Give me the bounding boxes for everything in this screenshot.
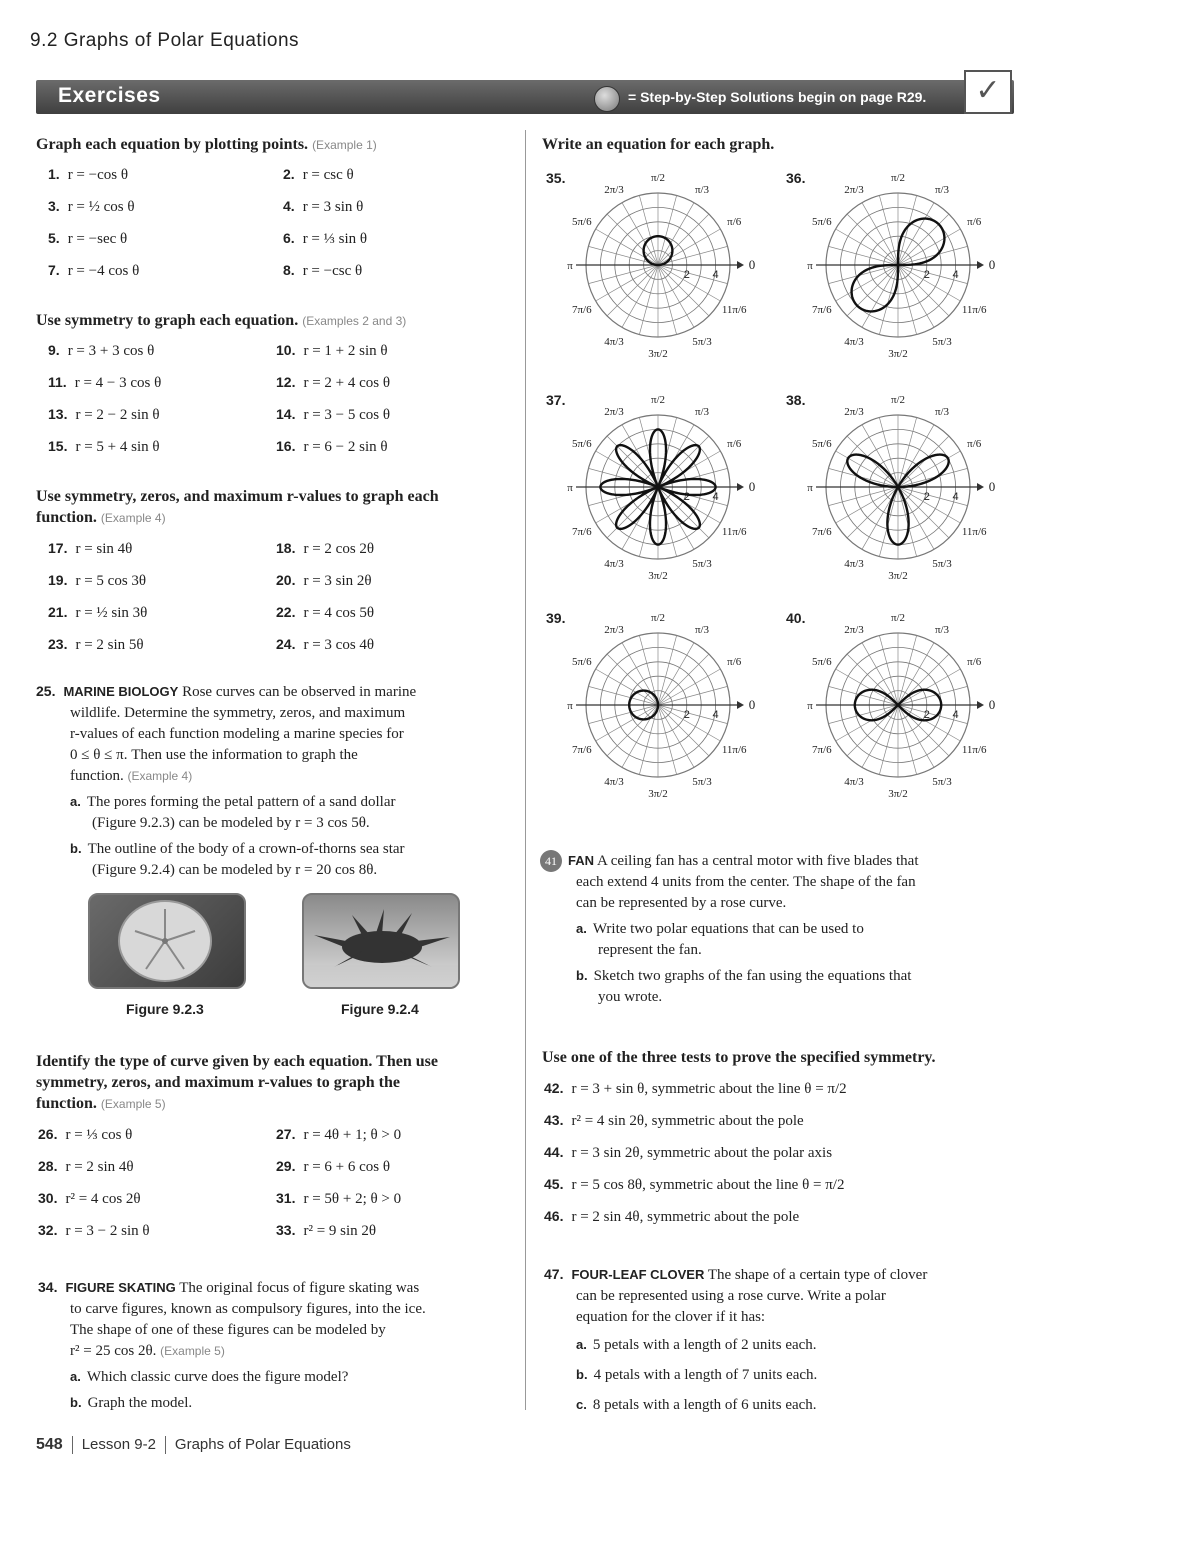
angle-label: 5π/6 <box>571 438 592 450</box>
angle-label: 5π/3 <box>692 336 712 349</box>
problem-34: 34. FIGURE SKATING The original focus of figure skating was to carve figures, known as compulsory figures, into the ice. The shape of one of these figures can be modeled by r² = 25 cos 2θ. (Example 5) a. Which classic curve does the figure model? b. Graph the model. <box>38 1279 426 1411</box>
exercise-item: 16. r = 6 − 2 sin θ <box>276 438 388 455</box>
sea-star-photo <box>302 893 460 989</box>
polar-graph-36 <box>786 170 995 360</box>
angle-label: 7π/6 <box>811 744 832 756</box>
radius-label: 4 <box>952 491 959 503</box>
footer-lesson: Lesson 9-2 <box>81 1436 156 1453</box>
exercise-item: 33. r² = 9 sin 2θ <box>276 1222 377 1239</box>
section-head-3: Use symmetry, zeros, and maximum r-values to graph each function. (Example 4) <box>36 488 439 526</box>
exercise-item: 22. r = 4 cos 5θ <box>276 604 375 621</box>
exercise-item: 5. r = −sec θ <box>48 230 128 247</box>
exercise-item: 6. r = ⅓ sin θ <box>283 230 368 247</box>
symmetry-item: 45. r = 5 cos 8θ, symmetric about the line θ = π/2 <box>544 1176 845 1193</box>
angle-label: π/6 <box>727 656 742 668</box>
exercise-item: 27. r = 4θ + 1; θ > 0 <box>276 1126 402 1143</box>
exercise-item: 4. r = 3 sin θ <box>283 198 364 215</box>
banner-solutions-note: = Step-by-Step Solutions begin on page R29. <box>628 89 927 105</box>
exercise-item: 7. r = −4 cos θ <box>48 262 140 279</box>
angle-label: 0 <box>748 697 756 712</box>
angle-label: 11π/6 <box>961 744 987 756</box>
polar-graph-40 <box>786 610 995 800</box>
angle-label: 5π/6 <box>811 438 832 450</box>
radius-label: 2 <box>923 269 930 281</box>
angle-label: 4π/3 <box>844 776 864 789</box>
section-head-1: Graph each equation by plotting points. (Example 1) <box>36 136 377 153</box>
angle-label: π/6 <box>967 216 982 228</box>
angle-label: 7π/6 <box>571 304 592 316</box>
exercise-item: 10. r = 1 + 2 sin θ <box>276 342 388 359</box>
angle-label: 5π/6 <box>571 656 592 668</box>
sand-dollar-photo <box>88 893 246 989</box>
exercise-item: 11. r = 4 − 3 cos θ <box>48 374 162 391</box>
angle-label: 5π/6 <box>811 656 832 668</box>
symmetry-item: 42. r = 3 + sin θ, symmetric about the line θ = π/2 <box>544 1080 847 1097</box>
graph-number: 39. <box>546 610 566 626</box>
angle-label: 7π/6 <box>811 304 832 316</box>
angle-label: 0 <box>748 479 756 494</box>
angle-label: 3π/2 <box>648 348 668 360</box>
angle-label: π <box>567 260 573 272</box>
exercise-item: 21. r = ½ sin 3θ <box>48 604 148 621</box>
angle-label: π/3 <box>934 183 950 196</box>
radius-label: 4 <box>712 709 719 721</box>
angle-label: π/6 <box>727 438 742 450</box>
angle-label: 5π/3 <box>692 558 712 571</box>
exercise-item: 17. r = sin 4θ <box>48 540 133 557</box>
polar-graph-39 <box>546 610 755 800</box>
exercise-item: 18. r = 2 cos 2θ <box>276 540 375 557</box>
section-head-4: Identify the type of curve given by each equation. Then use symmetry, zeros, and maximum r-values to graph the function. (Example 5) <box>36 1053 438 1112</box>
radius-label: 4 <box>952 269 959 281</box>
exercise-item: 23. r = 2 sin 5θ <box>48 636 144 653</box>
angle-label: 11π/6 <box>961 526 987 538</box>
angle-label: π/2 <box>890 394 906 406</box>
polar-graph-37 <box>546 392 755 582</box>
angle-label: 7π/6 <box>811 526 832 538</box>
angle-label: 5π/6 <box>811 216 832 228</box>
problem-47: 47. FOUR-LEAF CLOVER The shape of a certain type of clover can be represented using a rose curve. Write a polar equation for the clover if it has: a. 5 petals with a length of 2 units each. b. 4 petals with a length of 7 units each. c. 8 petals with a length of 6 units each. <box>544 1266 928 1413</box>
symmetry-item: 46. r = 2 sin 4θ, symmetric about the pole <box>544 1208 800 1225</box>
angle-label: π/3 <box>694 623 710 636</box>
sea-star-image <box>304 895 458 987</box>
exercise-item: 15. r = 5 + 4 sin θ <box>48 438 160 455</box>
angle-label: 2π/3 <box>844 623 864 636</box>
angle-label: 0 <box>988 257 996 272</box>
angle-label: 0 <box>988 479 996 494</box>
exercise-item: 19. r = 5 cos 3θ <box>48 572 147 589</box>
graphs-head: Write an equation for each graph. <box>542 136 775 153</box>
page-title: 9.2 Graphs of Polar Equations <box>30 30 300 51</box>
angle-label: π/3 <box>934 405 950 418</box>
angle-label: 0 <box>988 697 996 712</box>
exercise-item: 29. r = 6 + 6 cos θ <box>276 1158 391 1175</box>
angle-label: 2π/3 <box>844 183 864 196</box>
angle-label: π <box>567 700 573 712</box>
figure-caption-1: Figure 9.2.3 <box>126 1001 204 1017</box>
angle-label: 2π/3 <box>604 623 624 636</box>
angle-label: 3π/2 <box>648 788 668 800</box>
angle-label: 5π/3 <box>692 776 712 789</box>
symmetry-item: 43. r² = 4 sin 2θ, symmetric about the pole <box>544 1112 804 1129</box>
exercise-item: 26. r = ⅓ cos θ <box>38 1126 133 1143</box>
graph-number: 40. <box>786 610 806 626</box>
exercise-item: 1. r = −cos θ <box>48 166 129 183</box>
symmetry-item: 44. r = 3 sin 2θ, symmetric about the polar axis <box>544 1144 833 1161</box>
exercise-item: 14. r = 3 − 5 cos θ <box>276 406 391 423</box>
exercise-item: 28. r = 2 sin 4θ <box>38 1158 134 1175</box>
checkmark-icon: ✓ <box>964 70 1012 114</box>
angle-label: 5π/6 <box>571 216 592 228</box>
sand-dollar-image <box>90 895 244 987</box>
angle-label: π/6 <box>727 216 742 228</box>
polar-graph-35 <box>546 170 755 360</box>
angle-label: π/3 <box>934 623 950 636</box>
angle-label: π/6 <box>967 656 982 668</box>
angle-label: 5π/3 <box>932 776 952 789</box>
angle-label: π/2 <box>890 172 906 184</box>
radius-label: 2 <box>923 709 930 721</box>
angle-label: 3π/2 <box>888 348 908 360</box>
graph-number: 35. <box>546 170 566 186</box>
angle-label: 2π/3 <box>604 405 624 418</box>
angle-label: 7π/6 <box>571 744 592 756</box>
exercise-item: 12. r = 2 + 4 cos θ <box>276 374 391 391</box>
angle-label: π/6 <box>967 438 982 450</box>
angle-label: 11π/6 <box>721 744 747 756</box>
angle-label: π <box>567 482 573 494</box>
problem-41: 41 FAN A ceiling fan has a central motor with five blades that each extend 4 units from the center. The shape of the fan can be represented by a rose curve. a. Write two polar equations that can be used to represent the fan. b. Sketch two graphs of the fan using the equations that you wrote. <box>540 850 1020 1008</box>
graph-number: 38. <box>786 392 806 408</box>
angle-label: π/2 <box>650 394 666 406</box>
angle-label: 2π/3 <box>844 405 864 418</box>
exercise-item: 13. r = 2 − 2 sin θ <box>48 406 160 423</box>
angle-label: π/2 <box>650 612 666 624</box>
section-head-5: Use one of the three tests to prove the specified symmetry. <box>542 1049 936 1066</box>
exercise-item: 8. r = −csc θ <box>283 262 363 279</box>
banner-title: Exercises <box>58 84 161 107</box>
exercise-item: 9. r = 3 + 3 cos θ <box>48 342 155 359</box>
solutions-dot-icon <box>594 86 620 112</box>
page-number: 548 <box>36 1436 63 1453</box>
angle-label: 4π/3 <box>844 336 864 349</box>
graph-number: 37. <box>546 392 566 408</box>
figure-caption-2: Figure 9.2.4 <box>341 1001 419 1017</box>
polar-graph-grid <box>540 160 1020 820</box>
angle-label: π <box>807 260 813 272</box>
radius-label: 4 <box>952 709 959 721</box>
angle-label: 3π/2 <box>888 570 908 582</box>
angle-label: 11π/6 <box>721 526 747 538</box>
angle-label: π/2 <box>890 612 906 624</box>
exercise-item: 3. r = ½ cos θ <box>48 198 135 215</box>
angle-label: π <box>807 700 813 712</box>
problem-25: 25. MARINE BIOLOGY Rose curves can be observed in marine wildlife. Determine the symmetry, zeros, and maximum r-values of each function modeling a marine species for 0 ≤ θ ≤ π. Then use the information to graph the function. (Example 4) a. The pores forming the petal pattern of a sand dollar (Figure 9.2.3) can be modeled by r = 3 cos 5θ. b. The outline of the body of a crown-of-thorns sea star (Figure 9.2.4) can be modeled by r = 20 cos 8θ. <box>36 683 417 878</box>
footer-title: Graphs of Polar Equations <box>174 1436 351 1453</box>
radius-label: 4 <box>712 491 719 503</box>
radius-label: 2 <box>683 269 690 281</box>
angle-label: π <box>807 482 813 494</box>
angle-label: 3π/2 <box>648 570 668 582</box>
angle-label: 11π/6 <box>721 304 747 316</box>
angle-label: 4π/3 <box>604 336 624 349</box>
exercise-item: 20. r = 3 sin 2θ <box>276 572 372 589</box>
angle-label: 5π/3 <box>932 558 952 571</box>
angle-label: 2π/3 <box>604 183 624 196</box>
angle-label: π/3 <box>694 183 710 196</box>
angle-label: 4π/3 <box>604 776 624 789</box>
angle-label: 4π/3 <box>844 558 864 571</box>
angle-label: 4π/3 <box>604 558 624 571</box>
radius-label: 2 <box>683 491 690 503</box>
radius-label: 2 <box>683 709 690 721</box>
angle-label: 0 <box>748 257 756 272</box>
problem-41-circle-icon: 41 <box>540 850 562 872</box>
section-head-2: Use symmetry to graph each equation. (Examples 2 and 3) <box>36 312 407 329</box>
radius-label: 2 <box>923 491 930 503</box>
page-footer <box>36 1436 351 1454</box>
radius-label: 4 <box>712 269 719 281</box>
polar-graphs <box>540 160 1020 820</box>
angle-label: 11π/6 <box>961 304 987 316</box>
angle-label: π/3 <box>694 405 710 418</box>
exercise-item: 32. r = 3 − 2 sin θ <box>38 1222 150 1239</box>
angle-label: 3π/2 <box>888 788 908 800</box>
angle-label: 7π/6 <box>571 526 592 538</box>
angle-label: π/2 <box>650 172 666 184</box>
column-divider <box>525 130 526 1410</box>
graph-number: 36. <box>786 170 806 186</box>
exercise-item: 31. r = 5θ + 2; θ > 0 <box>276 1190 402 1207</box>
polar-graph-38 <box>786 392 995 582</box>
exercise-item: 30. r² = 4 cos 2θ <box>38 1190 141 1207</box>
exercise-item: 2. r = csc θ <box>283 166 354 183</box>
angle-label: 5π/3 <box>932 336 952 349</box>
exercise-item: 24. r = 3 cos 4θ <box>276 636 375 653</box>
